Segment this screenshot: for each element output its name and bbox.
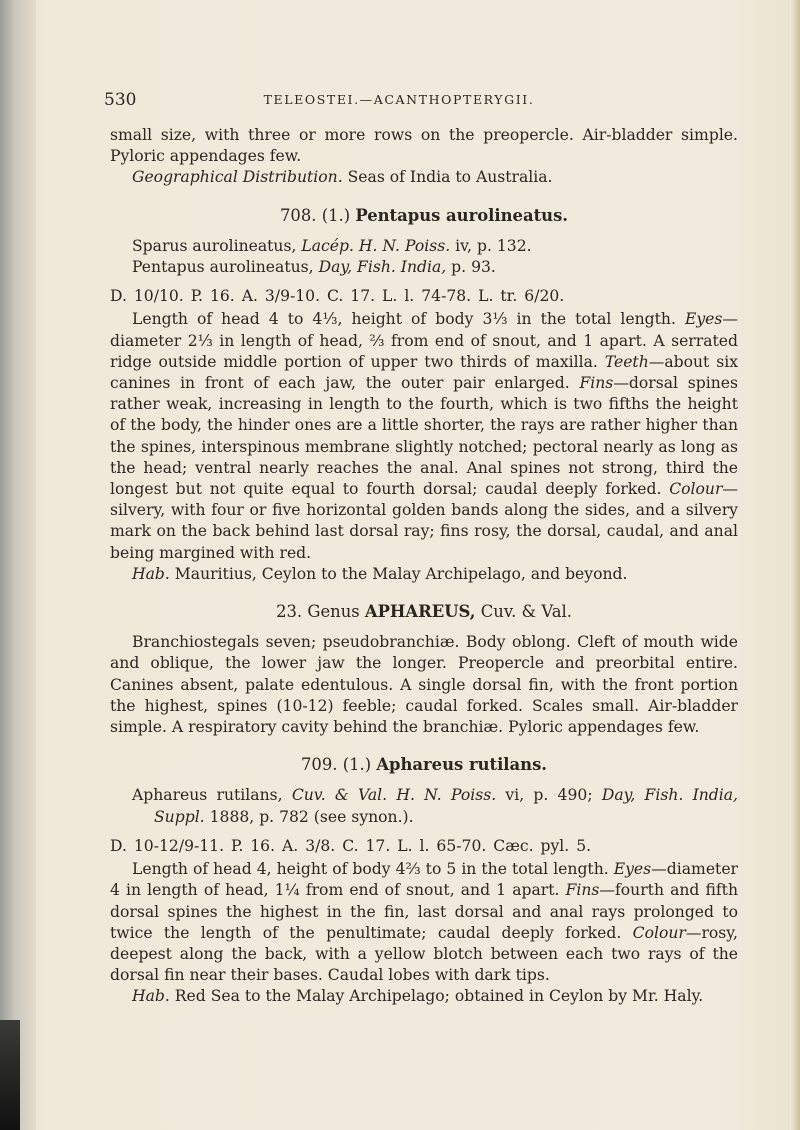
species-description <box>110 309 738 563</box>
habitat <box>110 986 738 1007</box>
colour-text: —silvery, with four or five horizontal golden bands along the sides, and a silvery mark on the back behind last dorsal ray; fins rosy, the dorsal, caudal, and anal being margined with red. <box>110 480 738 562</box>
fin-formula: D. 10/10. P. 16. A. 3/9-10. C. 17. L. l. 74-78. L. tr. 6/20. <box>110 287 565 306</box>
synonym-page: vi, p. 490; <box>496 786 602 805</box>
paragraph-distribution <box>110 167 738 188</box>
distribution-label: Geographical Distribution. <box>132 168 343 187</box>
habitat-label: Hab. <box>132 564 170 583</box>
distribution-text: Seas of India to Australia. <box>342 168 553 187</box>
body-text <box>110 125 738 1008</box>
synonym-line <box>110 785 738 827</box>
paragraph-family-description <box>110 125 738 167</box>
synonym-line <box>110 236 738 257</box>
fins-label: Fins <box>565 881 600 900</box>
page-number: 530 <box>104 90 137 110</box>
page-header <box>104 90 694 114</box>
synonym-reference: Day, Fish. India, <box>318 258 447 277</box>
synonym-reference: Cuv. & Val. H. N. Poiss. <box>291 786 497 805</box>
species-number: 709. (1.) <box>300 755 377 775</box>
teeth-text: —about six canines in front of each jaw, the outer pair enlarged. <box>110 352 738 393</box>
habitat-text: Red Sea to the Malay Archipelago; obtained in Ceylon by Mr. Haly. <box>169 987 704 1006</box>
fins-label: Fins <box>579 374 614 393</box>
colour-label: Colour <box>669 480 723 499</box>
description-start: Length of head 4 to 4⅓, height of body 3⅓ in the total length. <box>132 310 685 329</box>
colour-text: —rosy, deepest along the back, with a yellow blotch between each two rays of the dorsal fin near their bases. Caudal lobes with dark tips. <box>110 923 738 985</box>
species-name: Pentapus aurolineatus. <box>355 205 569 225</box>
eyes-label: Eyes <box>684 310 723 329</box>
synonym-reference-2: Day, Fish. India, Suppl. <box>154 786 739 826</box>
running-head: TELEOSTEI.—ACANTHOPTERYGII. <box>263 92 535 107</box>
synonym-reference: Lacép. H. N. Poiss. <box>301 236 451 255</box>
habitat-label: Hab. <box>132 987 170 1006</box>
synonym-name: Aphareus rutilans, <box>132 786 292 805</box>
synonym-name: Pentapus aurolineatus, <box>132 258 319 277</box>
synonym-name: Sparus aurolineatus, <box>132 236 302 255</box>
genus-description: Branchiostegals seven; pseudobranchiæ. Body oblong. Cleft of mouth wide and oblique, the lower jaw the longer. Preopercle and preorbital entire. Canines absent, palate edentulous. A single dorsal fin, with the front portion the highest, spines (10-12) feeble; caudal forked. Scales small. Air-bladder simple. A respiratory cavity behind the branchiæ. Pyloric appendages few. <box>110 633 738 737</box>
page-edge <box>790 0 800 1130</box>
genus-heading-23 <box>110 601 738 622</box>
species-name: Aphareus rutilans. <box>376 755 548 775</box>
genus-authority: Cuv. & Val. <box>475 602 572 622</box>
synonym-page: iv, p. 132. <box>450 236 532 255</box>
synonym-line <box>110 257 738 278</box>
family-description-text: small size, with three or more rows on the preopercle. Air-bladder simple. Pyloric appendages few. <box>110 126 738 166</box>
colour-label: Colour <box>632 923 686 942</box>
species-heading-708 <box>110 205 738 226</box>
fins-text: —fourth and fifth dorsal spines the highest in the fin, last dorsal and anal rays prolonged to twice the length of the penultimate; caudal deeply forked. <box>110 881 738 942</box>
habitat <box>110 564 738 585</box>
binding-edge <box>0 1020 20 1130</box>
fin-formula: D. 10-12/9-11. P. 16. A. 3/8. C. 17. L. l. 65-70. Cæc. pyl. 5. <box>110 836 592 855</box>
synonym-page: p. 93. <box>446 258 496 277</box>
synonym-page-2: 1888, p. 782 (see synon.). <box>204 807 414 826</box>
book-spine-shadow <box>0 0 36 1130</box>
description-start: Length of head 4, height of body 4⅔ to 5 in the total length. <box>132 860 614 879</box>
species-heading-709 <box>110 754 738 775</box>
genus-name: APHAREUS, <box>364 602 476 622</box>
eyes-label: Eyes <box>613 860 652 879</box>
eyes-text: —diameter 2⅓ in length of head, ⅔ from end of snout, and 1 apart. A serrated ridge outside middle portion of upper two thirds of maxilla. <box>110 310 738 371</box>
species-number: 708. (1.) <box>279 205 356 225</box>
habitat-text: Mauritius, Ceylon to the Malay Archipelago, and beyond. <box>169 564 628 583</box>
genus-number: 23. Genus <box>276 602 365 622</box>
species-description <box>110 859 738 986</box>
eyes-text: —diameter 4 in length of head, 1¼ from end of snout, and 1 apart. <box>110 860 738 900</box>
teeth-label: Teeth <box>604 352 649 371</box>
fins-text: —dorsal spines rather weak, increasing in length to the fourth, which is two fifths the height of the body, the hinder ones are a little shorter, the rays are rather higher than the spines, interspinous membrane slightly notched; pectoral nearly as long as the head; ventral nearly reaches the anal. Anal spines not strong, third the longest but not quite equal to fourth dorsal; caudal deeply forked. <box>110 374 738 499</box>
